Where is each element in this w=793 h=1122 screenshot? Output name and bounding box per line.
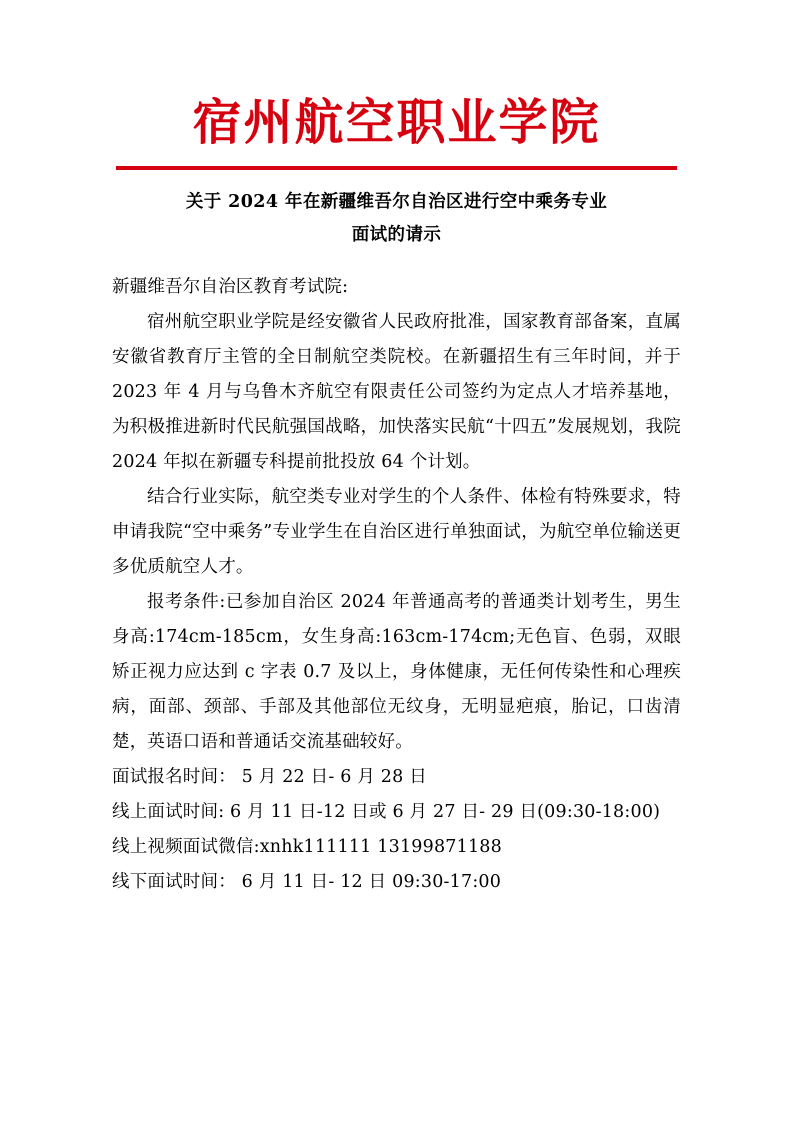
paragraph-request: 结合行业实际，航空类专业对学生的个人条件、体检有特殊要求，特申请我院“空中乘务”专业学生在自治区进行单独面试，为航空单位输送更多优质航空人才。 bbox=[112, 487, 681, 578]
document-body bbox=[112, 270, 681, 900]
paragraph-background: 宿州航空职业学院是经安徽省人民政府批准，国家教育部备案，直属安徽省教育厅主管的全日制航空类院校。在新疆招生有三年时间，并于 2023 年 4 月与乌鲁木齐航空有限责任公司签约为定点人才培养基地，为积极推进新时代民航强国战略，加快落实民航“十四五”发展规划，我院 2024 年拟在新疆专科提前批投放 64 个计划。 bbox=[112, 312, 681, 473]
salutation: 新疆维吾尔自治区教育考试院: bbox=[112, 277, 349, 298]
institution-name: 宿州航空职业学院 bbox=[192, 93, 601, 151]
document-title-line2: 面试的请示 bbox=[351, 225, 442, 246]
document-title-line1: 关于 2024 年在新疆维吾尔自治区进行空中乘务专业 bbox=[185, 191, 608, 212]
schedule-online-interview: 线上面试时间: 6 月 11 日-12 日或 6 月 27 日- 29 日(09:30-18:00) bbox=[112, 802, 661, 823]
letterhead bbox=[0, 93, 793, 170]
schedule-wechat-contact: 线上视频面试微信:xnhk111111 13199871188 bbox=[112, 837, 502, 858]
document-title bbox=[0, 186, 793, 253]
paragraph-requirements: 报考条件:已参加自治区 2024 年普通高考的普通类计划考生，男生身高:174cm-185cm，女生身高:163cm-174cm;无色盲、色弱，双眼矫正视力应达到 c 字表 0.7 及以上，身体健康，无任何传染性和心理疾病，面部、颈部、手部及其他部位无纹身，无明显疤痕，胎记，口齿清楚，英语口语和普通话交流基础较好。 bbox=[112, 592, 681, 753]
letterhead-divider bbox=[116, 166, 677, 170]
schedule-signup: 面试报名时间： 5 月 22 日- 6 月 28 日 bbox=[112, 767, 427, 788]
schedule-offline-interview: 线下面试时间： 6 月 11 日- 12 日 09:30-17:00 bbox=[112, 872, 502, 893]
